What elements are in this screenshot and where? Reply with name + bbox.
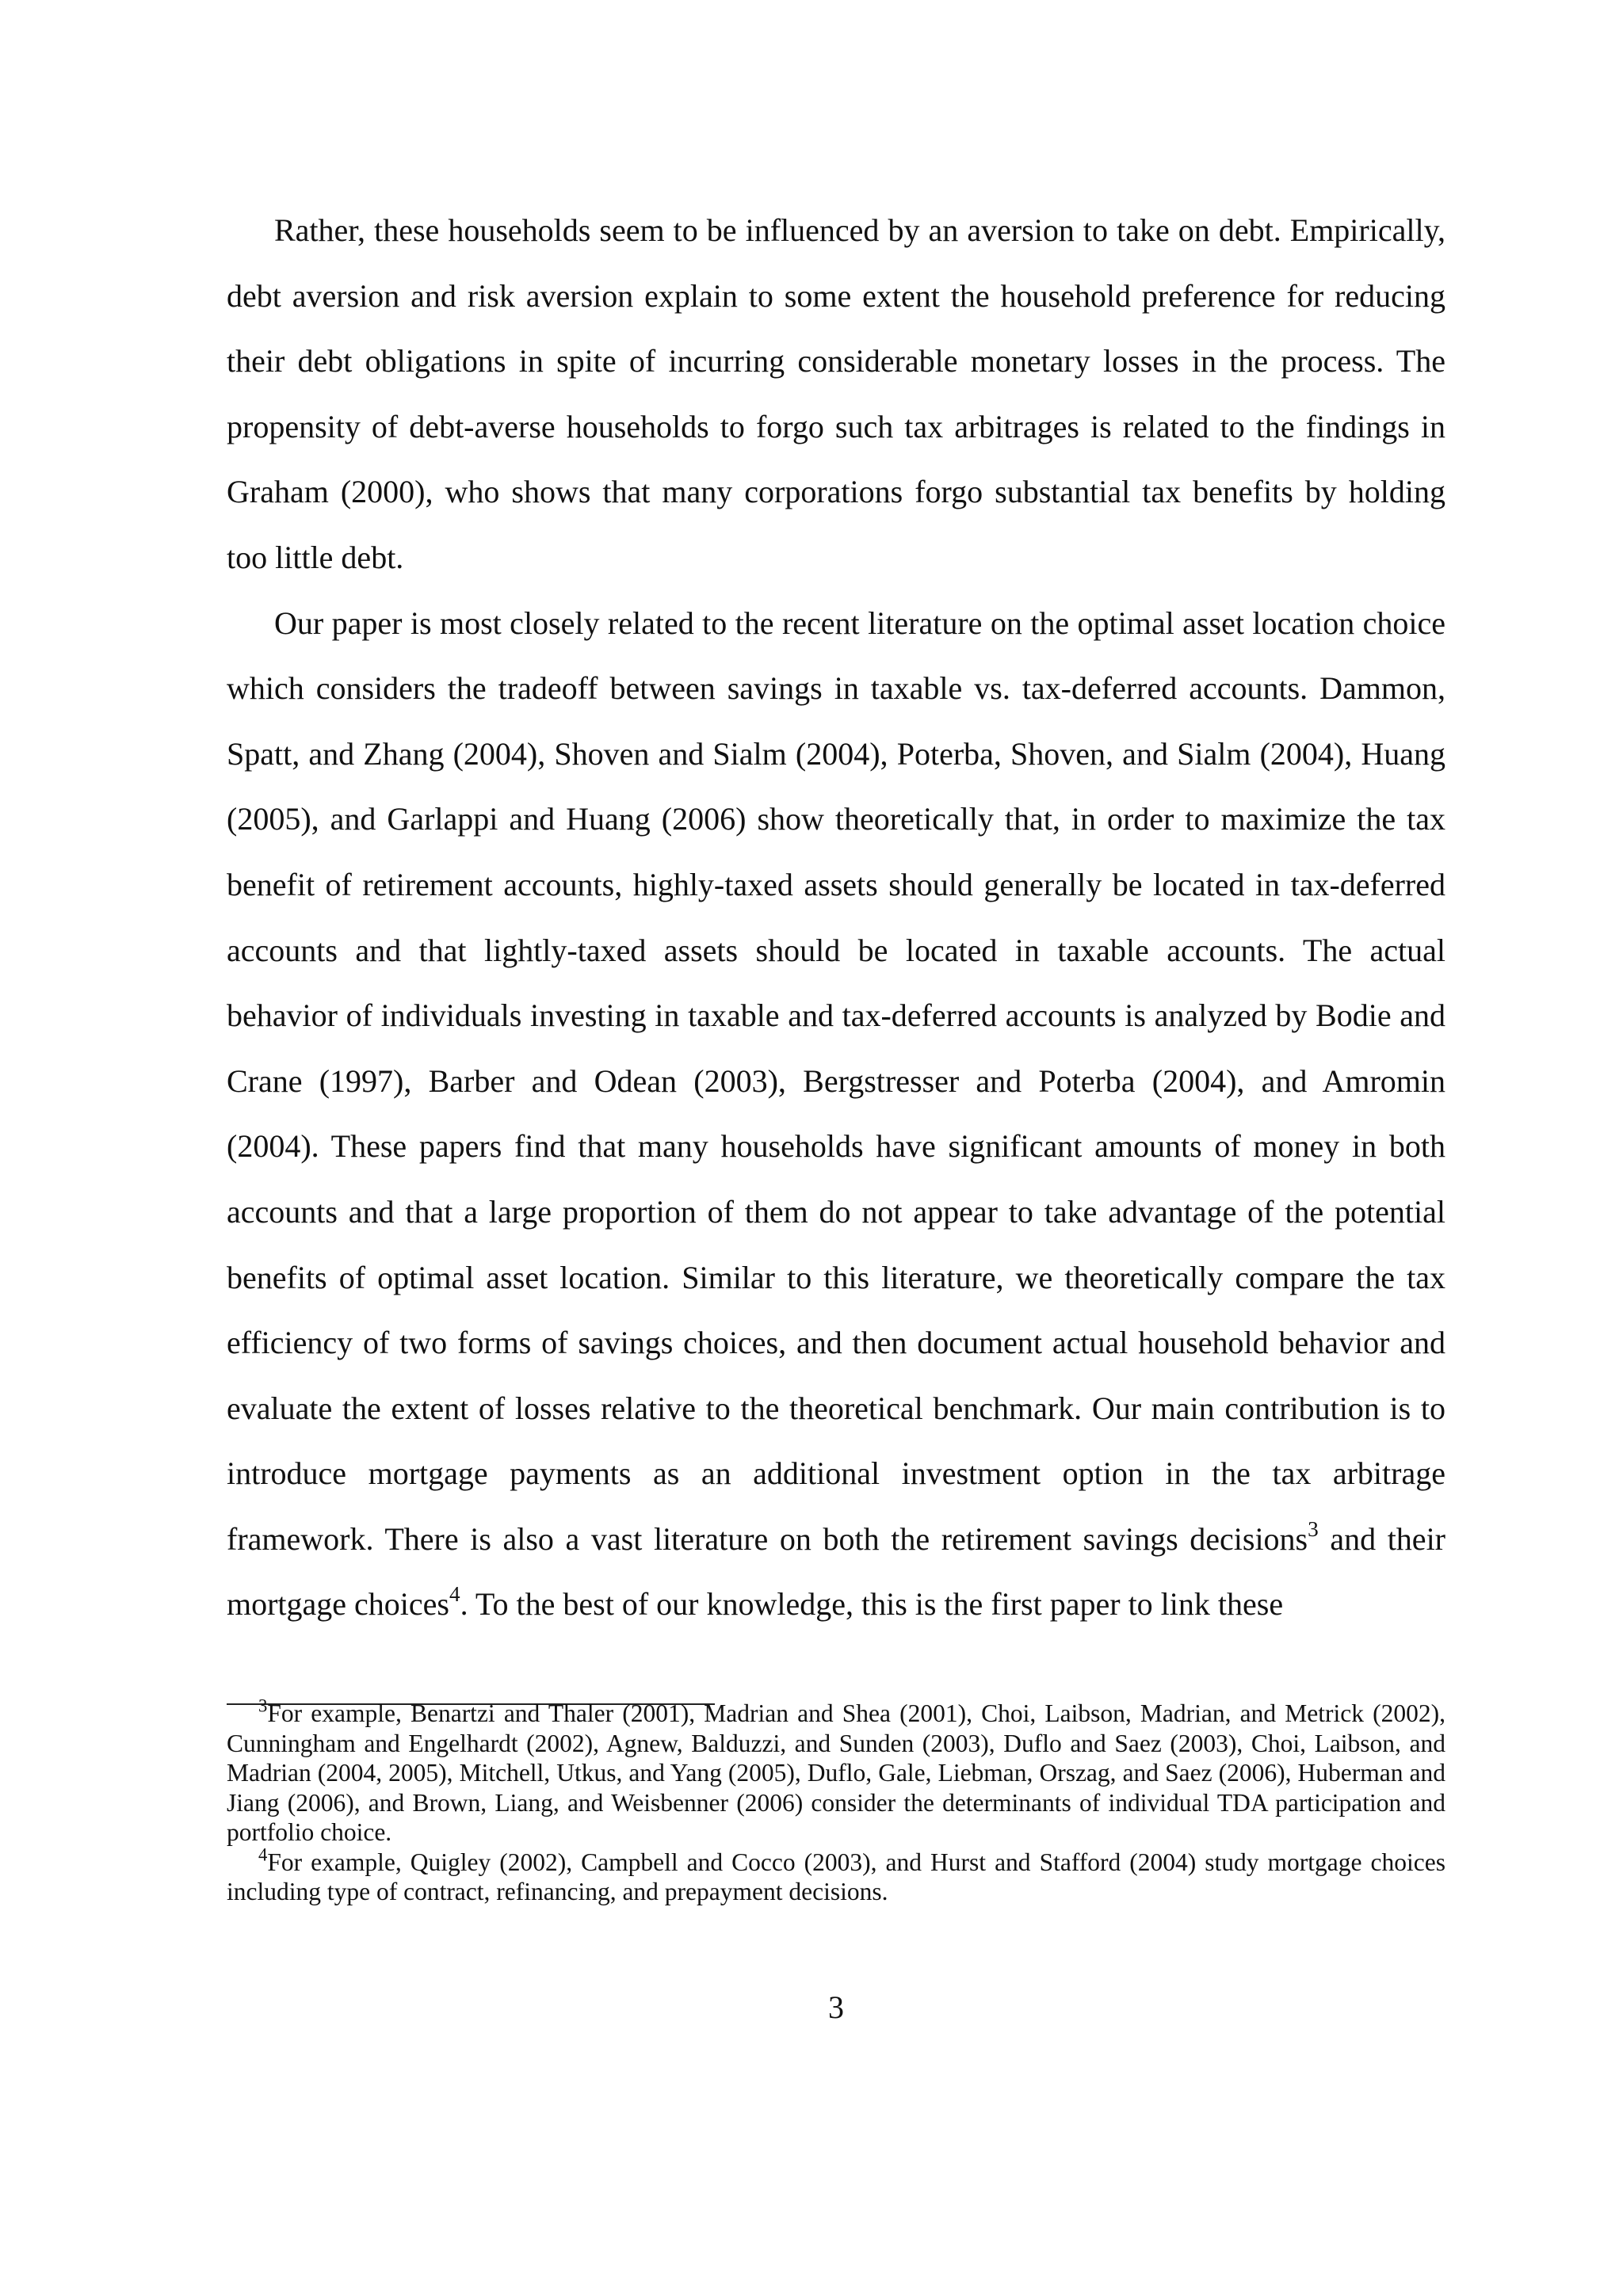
footnote-marker: 3 [258, 1695, 268, 1716]
paragraph-text: Our paper is most closely related to the recent literature on the optimal asset location choice which considers the tradeoff between savings in taxable vs. tax-deferred accounts. Dammon, Spatt, and Zhang (2004), Shoven and Sialm (2004), Poterba, Shoven, and Sialm (2004), Huang (2005), and Garlappi and Huang (2006) show theoretically that, in order to maximize the tax benefit of retirement accounts, highly-taxed assets should generally be located in tax-deferred accounts and that lightly-taxed assets should be located in taxable accounts. The actual behavior of individuals investing in taxable and tax-deferred accounts is analyzed by Bodie and Crane (1997), Barber and Odean (2003), Bergstresser and Poterba (2004), and Amromin (2004). These papers find that many households have significant amounts of money in both accounts and that a large proportion of them do not appear to take advantage of the potential benefits of optimal asset location. Similar to this literature, we theoretically compare the tax efficiency of two forms of savings choices, and then document actual household behavior and evaluate the extent of losses relative to the theoretical benchmark. Our main contribution is to introduce mortgage payments as an additional investment option in the tax arbitrage framework. There is also a vast literature on both the retirement savings decisions [227, 605, 1445, 1557]
footnote-4 [227, 1844, 1445, 1907]
page-number: 3 [828, 1989, 844, 2025]
footnote-ref-4[interactable]: 4 [449, 1582, 460, 1607]
paragraph [227, 198, 1445, 591]
footnote-text: For example, Quigley (2002), Campbell and Cocco (2003), and Hurst and Stafford (2004) study mortgage choices including type of contract, refinancing, and prepayment decisions. [227, 1848, 1445, 1905]
paragraph-text: . To the best of our knowledge, this is the first paper to link these [460, 1586, 1284, 1623]
footnote-3 [227, 1695, 1445, 1848]
paragraph-text: and their mortgage choices [227, 1520, 1445, 1623]
footnote-text: For example, Benartzi and Thaler (2001), Madrian and Shea (2001), Choi, Laibson, Madrian, and Metrick (2002), Cunningham and Engelhardt (2002), Agnew, Balduzzi, and Sunden (2003), Duflo and Saez (2003), Choi, Laibson, and Madrian (2004, 2005), Mitchell, Utkus, and Yang (2005), Duflo, Gale, Liebman, Orszag, and Saez (2006), Huberman and Jiang (2006), and Brown, Liang, and Weisbenner (2006) consider the determinants of individual TDA participation and portfolio choice. [227, 1699, 1445, 1846]
footnote-marker: 4 [258, 1844, 268, 1865]
footnotes [227, 1695, 1445, 1907]
paragraph [227, 591, 1445, 1638]
footnote-ref-3[interactable]: 3 [1308, 1517, 1319, 1542]
paragraph-text: Rather, these households seem to be influenced by an aversion to take on debt. Empirically, debt aversion and risk aversion explain to some extent the household preference for reducing their debt obligations in spite of incurring considerable monetary losses in the process. The propensity of debt-averse households to forgo such tax arbitrages is related to the findings in Graham (2000), who shows that many corporations forgo substantial tax benefits by holding too little debt. [227, 212, 1445, 575]
body-text [227, 198, 1445, 1638]
